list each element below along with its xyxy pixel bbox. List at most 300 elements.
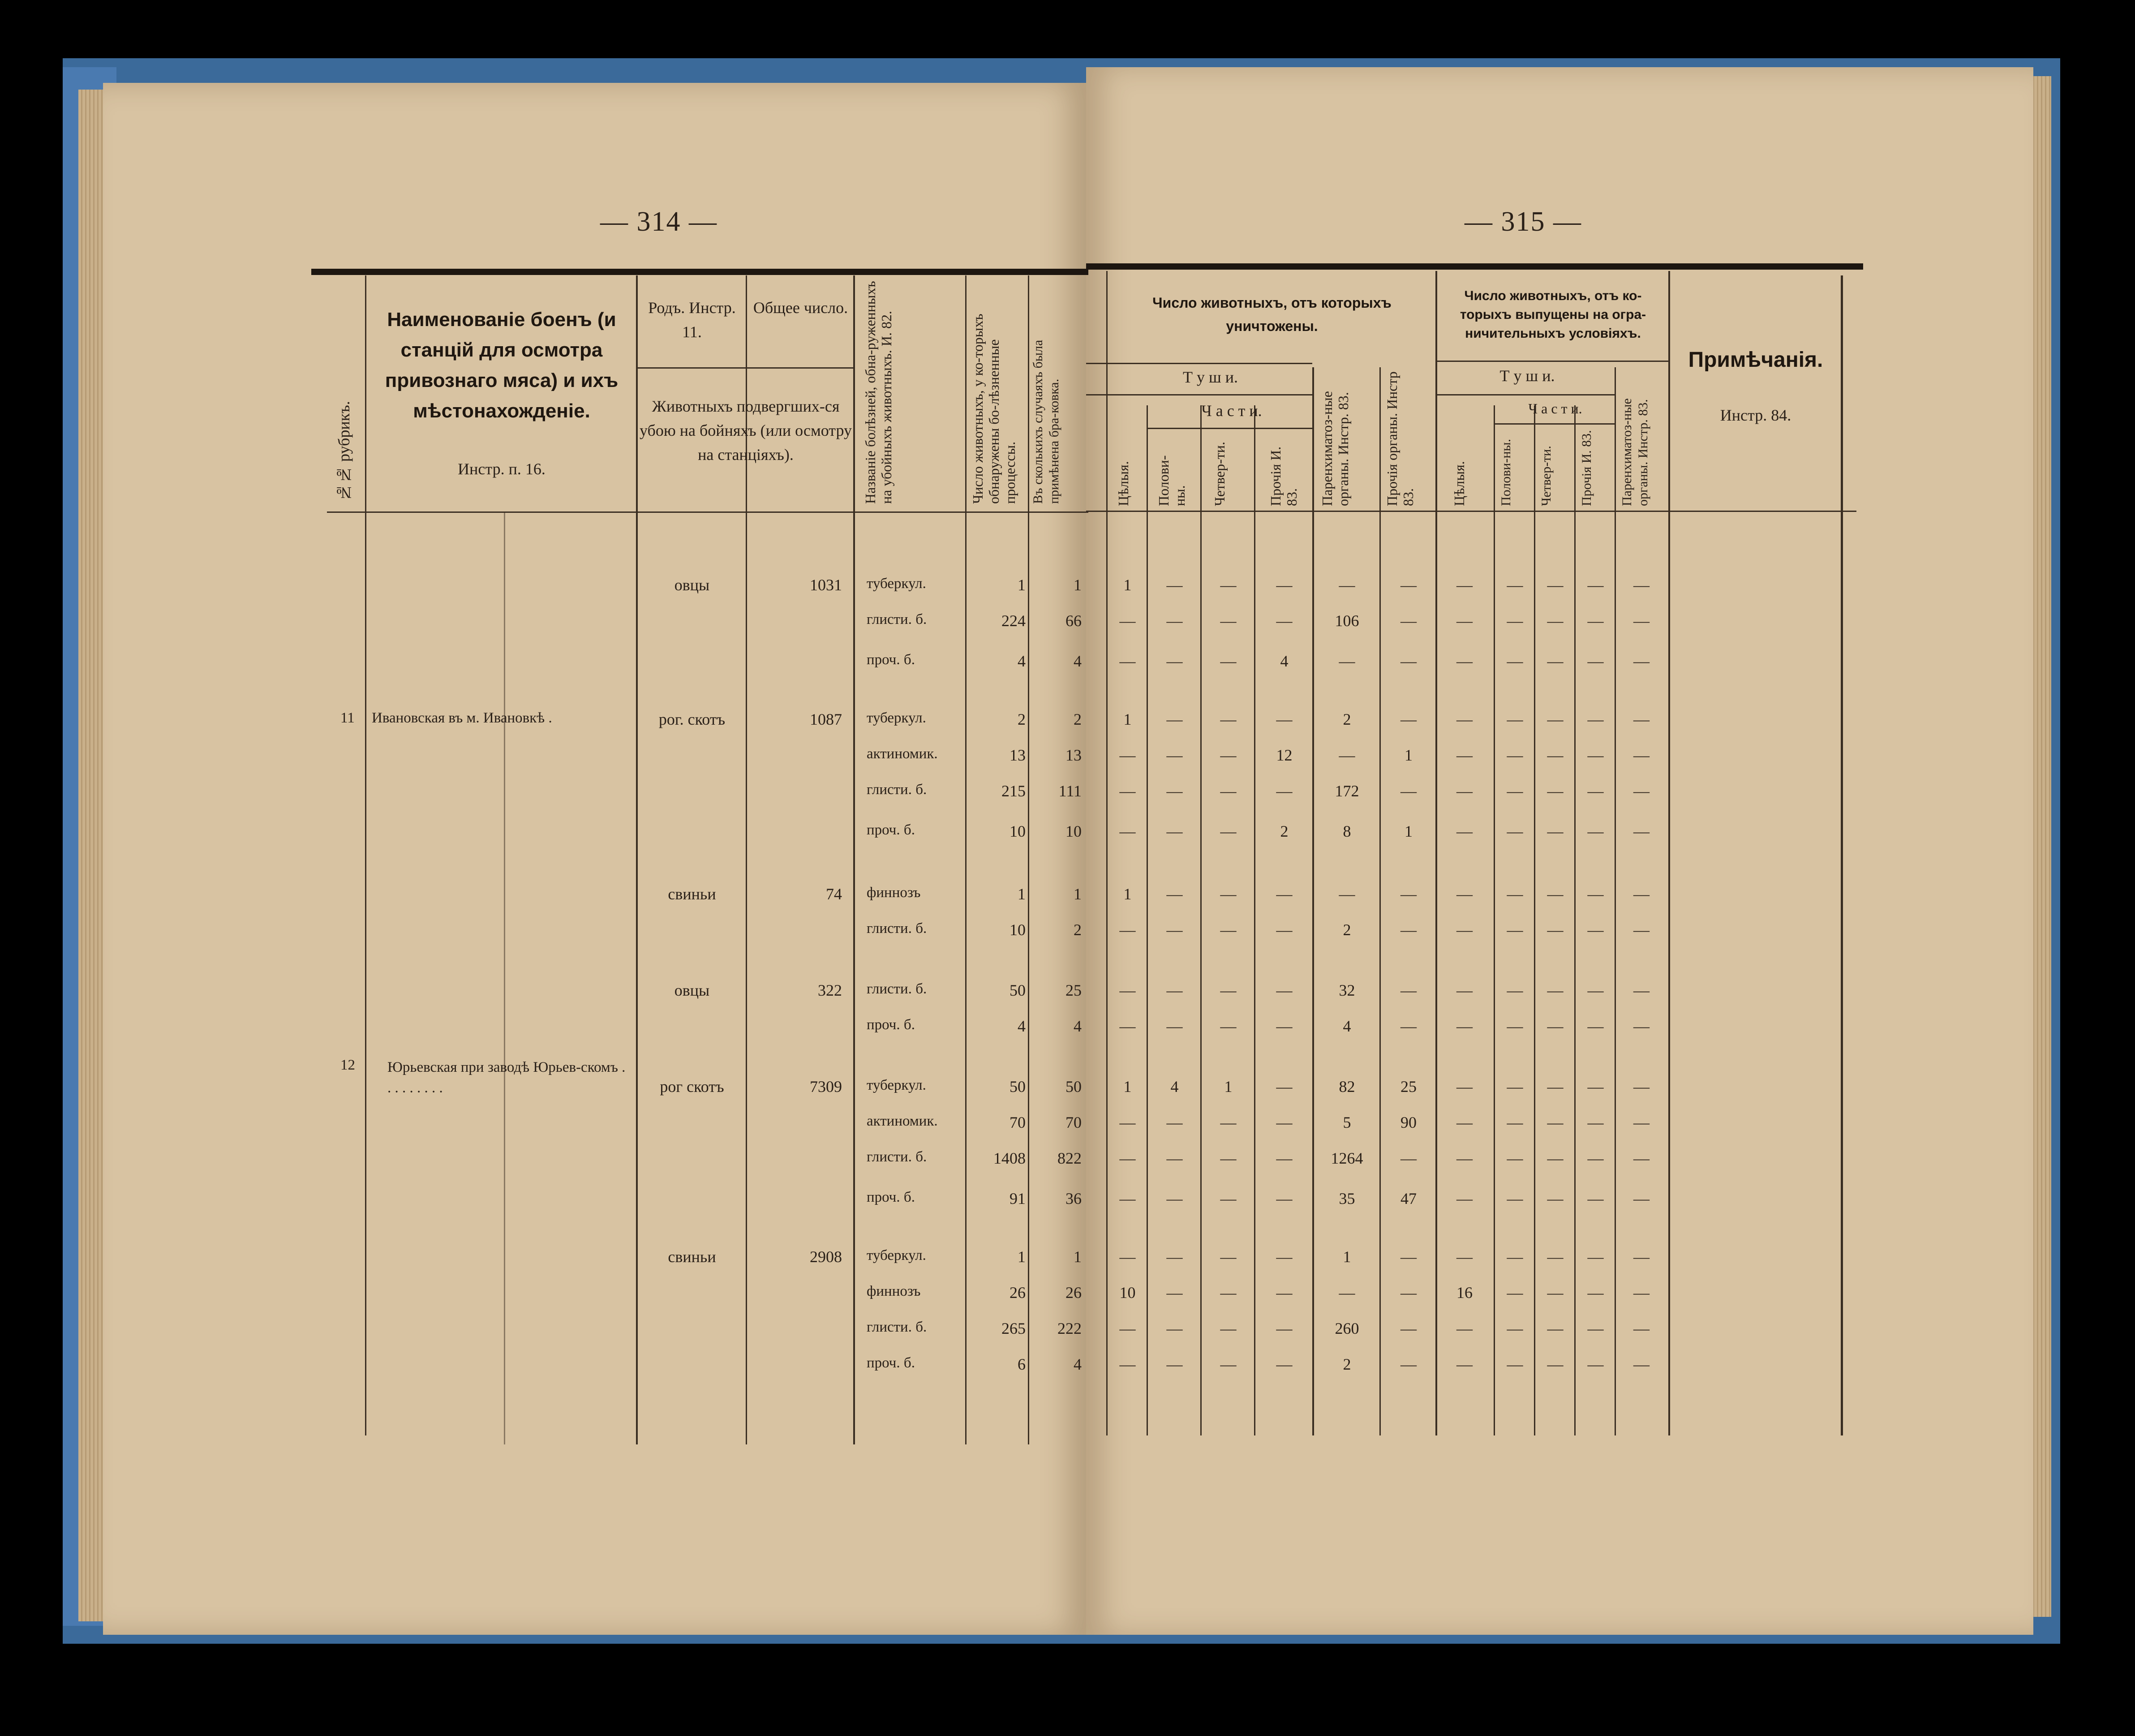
- row-restricted-3: —: [1587, 576, 1604, 594]
- col-line: [1312, 367, 1314, 1435]
- row-restricted-1: —: [1507, 885, 1523, 903]
- row-quarters: 1: [1224, 1078, 1233, 1096]
- row-line: [1494, 423, 1615, 425]
- row-disease: туберкул.: [867, 710, 926, 726]
- row-whole: —: [1119, 822, 1136, 840]
- row-restricted-3: —: [1587, 1113, 1604, 1131]
- row-disease: проч. б.: [867, 1355, 915, 1371]
- header-halves-r: Полови-ны.: [1499, 438, 1513, 506]
- header-notes: Примѣчанія.: [1688, 348, 1823, 372]
- row-count: 10: [1010, 822, 1026, 840]
- row-other-organs: —: [1400, 921, 1417, 939]
- col-line: [504, 513, 505, 1444]
- row-quarters: —: [1220, 1355, 1237, 1373]
- row-cases: 1: [1074, 885, 1082, 903]
- row-other-parts: —: [1276, 1113, 1293, 1131]
- header-carcasses-right: Т у ш и.: [1499, 367, 1555, 385]
- row-quarters: —: [1220, 746, 1237, 764]
- row-whole: —: [1119, 921, 1136, 939]
- row-restricted-1: —: [1507, 921, 1523, 939]
- row-restricted-0: —: [1456, 822, 1473, 840]
- row-halves: —: [1166, 1149, 1183, 1167]
- row-parenchymal: 1264: [1331, 1149, 1363, 1167]
- row-restricted-2: —: [1547, 1190, 1564, 1207]
- row-count: 215: [1001, 782, 1026, 800]
- row-other-parts: 12: [1276, 746, 1293, 764]
- row-disease: глисти. б.: [867, 1319, 927, 1335]
- row-parenchymal: 4: [1343, 1017, 1351, 1035]
- row-restricted-3: —: [1587, 822, 1604, 840]
- header-whole-r: Цѣлыя.: [1451, 461, 1467, 506]
- row-whole: —: [1119, 1355, 1136, 1373]
- row-count: 4: [1018, 652, 1026, 670]
- row-total: 2908: [810, 1248, 842, 1266]
- col-line: [1841, 275, 1843, 1435]
- row-parenchymal: —: [1339, 746, 1355, 764]
- header-parenchymal-r: Паренхиматоз-ные органы. Инстр. 83.: [1620, 398, 1650, 506]
- row-whole: 1: [1123, 885, 1132, 903]
- row-other-parts: —: [1276, 1190, 1293, 1207]
- col-line: [1668, 271, 1670, 1435]
- page-number-right: — 315 —: [1465, 206, 1582, 237]
- row-restricted-2: —: [1547, 1248, 1564, 1266]
- row-restricted-1: —: [1507, 822, 1523, 840]
- row-cases: 4: [1074, 1355, 1082, 1373]
- row-count: 50: [1010, 981, 1026, 999]
- row-disease: актиномик.: [867, 746, 938, 762]
- row-parenchymal: 2: [1343, 1355, 1351, 1373]
- row-other-organs: 47: [1400, 1190, 1417, 1207]
- row-cases: 1: [1074, 576, 1082, 594]
- row-line: [1147, 428, 1312, 429]
- row-restricted-0: —: [1456, 710, 1473, 728]
- row-quarters: —: [1220, 612, 1237, 630]
- row-other-organs: 1: [1405, 822, 1413, 840]
- station-name-12: Юрьевская при заводѣ Юрьев-скомъ . . . . . . . . .: [387, 1059, 626, 1096]
- station-num-11: 11: [340, 710, 355, 726]
- row-halves: —: [1166, 1284, 1183, 1302]
- row-restricted-4: —: [1633, 1017, 1650, 1035]
- row-restricted-2: —: [1547, 822, 1564, 840]
- row-restricted-3: —: [1587, 981, 1604, 999]
- col-line: [1574, 405, 1576, 1435]
- row-disease: проч. б.: [867, 822, 915, 838]
- row-restricted-2: —: [1547, 1078, 1564, 1096]
- row-restricted-0: —: [1456, 1149, 1473, 1167]
- header-restricted: Число животныхъ, отъ ко-торыхъ выпущены на огра-ничительныхъ условіяхъ.: [1460, 288, 1646, 341]
- row-count: 265: [1001, 1319, 1026, 1337]
- row-cases: 222: [1057, 1319, 1082, 1337]
- row-disease: финнозъ: [867, 885, 921, 901]
- row-other-organs: —: [1400, 1017, 1417, 1035]
- row-parenchymal: —: [1339, 652, 1355, 670]
- row-quarters: —: [1220, 1319, 1237, 1337]
- row-parenchymal: 1: [1343, 1248, 1351, 1266]
- row-restricted-2: —: [1547, 1149, 1564, 1167]
- row-kind: свиньи: [668, 1248, 716, 1266]
- row-disease: актиномик.: [867, 1113, 938, 1129]
- row-cases: 1: [1074, 1248, 1082, 1266]
- row-halves: —: [1166, 822, 1183, 840]
- row-restricted-2: —: [1547, 921, 1564, 939]
- row-other-parts: —: [1276, 1078, 1293, 1096]
- row-quarters: —: [1220, 710, 1237, 728]
- row-halves: —: [1166, 1113, 1183, 1131]
- row-other-organs: 1: [1405, 746, 1413, 764]
- station-num-12: 12: [340, 1057, 355, 1073]
- row-restricted-2: —: [1547, 1284, 1564, 1302]
- row-restricted-2: —: [1547, 1319, 1564, 1337]
- row-parenchymal: —: [1339, 1284, 1355, 1302]
- row-count: 70: [1010, 1113, 1026, 1131]
- row-restricted-2: —: [1547, 885, 1564, 903]
- header-rubric: №№ рубрикъ.: [335, 401, 353, 502]
- row-restricted-2: —: [1547, 981, 1564, 999]
- header-rule-left: [327, 511, 1088, 513]
- row-restricted-4: —: [1633, 782, 1650, 800]
- row-halves: —: [1166, 1248, 1183, 1266]
- row-halves: —: [1166, 746, 1183, 764]
- row-quarters: —: [1220, 921, 1237, 939]
- row-disease: глисти. б.: [867, 981, 927, 997]
- row-count: 13: [1010, 746, 1026, 764]
- row-other-organs: —: [1400, 1248, 1417, 1266]
- row-other-parts: —: [1276, 1319, 1293, 1337]
- row-quarters: —: [1220, 576, 1237, 594]
- row-kind: рог скотъ: [660, 1078, 724, 1096]
- row-restricted-4: —: [1633, 981, 1650, 999]
- row-whole: 1: [1123, 576, 1132, 594]
- row-disease: глисти. б.: [867, 611, 927, 627]
- row-other-parts: —: [1276, 1355, 1293, 1373]
- header-count: Число животныхъ, у ко-торыхъ обнаружены бо-лѣзненные процессы.: [970, 314, 1018, 504]
- row-count: 26: [1010, 1284, 1026, 1302]
- col-line: [1379, 367, 1381, 1435]
- row-restricted-0: —: [1456, 1190, 1473, 1207]
- row-restricted-3: —: [1587, 746, 1604, 764]
- row-restricted-0: —: [1456, 1017, 1473, 1035]
- row-whole: —: [1119, 1319, 1136, 1337]
- row-restricted-4: —: [1633, 612, 1650, 630]
- row-restricted-1: —: [1507, 1190, 1523, 1207]
- row-restricted-0: —: [1456, 981, 1473, 999]
- row-halves: —: [1166, 782, 1183, 800]
- header-disease: Названіе болѣзней, обна-руженныхъ на убойныхъ животныхъ. И. 82.: [862, 281, 894, 504]
- row-restricted-3: —: [1587, 1284, 1604, 1302]
- row-quarters: —: [1220, 822, 1237, 840]
- row-whole: 10: [1119, 1284, 1136, 1302]
- row-halves: —: [1166, 885, 1183, 903]
- row-disease: проч. б.: [867, 1189, 915, 1205]
- row-disease: проч. б.: [867, 652, 915, 668]
- row-count: 6: [1018, 1355, 1026, 1373]
- row-disease: туберкул.: [867, 576, 926, 592]
- row-total: 74: [826, 885, 842, 903]
- row-quarters: —: [1220, 782, 1237, 800]
- header-carcasses-left: Т у ш и.: [1183, 368, 1238, 386]
- row-line: [1086, 363, 1312, 364]
- row-cases: 70: [1065, 1113, 1082, 1131]
- header-other-parts: Прочія И. 83.: [1267, 446, 1300, 506]
- row-quarters: —: [1220, 1284, 1237, 1302]
- row-restricted-3: —: [1587, 1078, 1604, 1096]
- row-restricted-4: —: [1633, 1284, 1650, 1302]
- row-halves: —: [1166, 710, 1183, 728]
- row-other-parts: —: [1276, 1149, 1293, 1167]
- row-restricted-2: —: [1547, 1355, 1564, 1373]
- row-restricted-3: —: [1587, 782, 1604, 800]
- col-line: [1534, 405, 1535, 1435]
- header-other-organs: Прочія органы. Инстр 83.: [1384, 371, 1416, 506]
- row-other-organs: —: [1400, 710, 1417, 728]
- row-other-parts: —: [1276, 1248, 1293, 1266]
- row-quarters: —: [1220, 1113, 1237, 1131]
- col-line: [365, 275, 366, 1435]
- header-notes-instr: Инстр. 84.: [1720, 406, 1791, 424]
- row-restricted-3: —: [1587, 885, 1604, 903]
- row-parenchymal: —: [1339, 576, 1355, 594]
- col-line: [1615, 367, 1616, 1435]
- row-other-parts: —: [1276, 612, 1293, 630]
- row-restricted-2: —: [1547, 1017, 1564, 1035]
- col-line: [965, 275, 967, 1444]
- row-cases: 4: [1074, 1017, 1082, 1035]
- row-parenchymal: 82: [1339, 1078, 1355, 1096]
- row-cases: 13: [1065, 746, 1082, 764]
- row-quarters: —: [1220, 885, 1237, 903]
- row-restricted-2: —: [1547, 746, 1564, 764]
- row-restricted-2: —: [1547, 652, 1564, 670]
- row-restricted-2: —: [1547, 782, 1564, 800]
- header-whole: Цѣлыя.: [1115, 461, 1131, 506]
- row-cases: 36: [1065, 1190, 1082, 1207]
- row-whole: —: [1119, 1017, 1136, 1035]
- row-restricted-1: —: [1507, 1149, 1523, 1167]
- row-total: 7309: [810, 1078, 842, 1096]
- row-restricted-4: —: [1633, 576, 1650, 594]
- row-restricted-3: —: [1587, 612, 1604, 630]
- row-count: 224: [1001, 612, 1026, 630]
- row-restricted-4: —: [1633, 1113, 1650, 1131]
- row-restricted-1: —: [1507, 1319, 1523, 1337]
- col-line: [1435, 271, 1437, 1435]
- row-other-parts: —: [1276, 710, 1293, 728]
- row-restricted-3: —: [1587, 921, 1604, 939]
- row-restricted-0: —: [1456, 746, 1473, 764]
- row-restricted-1: —: [1507, 652, 1523, 670]
- row-quarters: —: [1220, 981, 1237, 999]
- row-whole: —: [1119, 746, 1136, 764]
- header-total: Общее число.: [753, 299, 848, 317]
- row-cases: 10: [1065, 822, 1082, 840]
- row-cases: 66: [1065, 612, 1082, 630]
- row-whole: —: [1119, 1113, 1136, 1131]
- row-restricted-2: —: [1547, 576, 1564, 594]
- row-other-organs: —: [1400, 782, 1417, 800]
- row-restricted-4: —: [1633, 921, 1650, 939]
- row-disease: туберкул.: [867, 1247, 926, 1263]
- row-restricted-2: —: [1547, 612, 1564, 630]
- col-line: [1106, 271, 1108, 1435]
- row-quarters: —: [1220, 1149, 1237, 1167]
- row-restricted-3: —: [1587, 652, 1604, 670]
- row-restricted-3: —: [1587, 1190, 1604, 1207]
- row-quarters: —: [1220, 1017, 1237, 1035]
- col-line: [1200, 405, 1202, 1435]
- row-line: [1086, 394, 1312, 395]
- row-restricted-4: —: [1633, 1078, 1650, 1096]
- row-kind: овцы: [674, 576, 710, 594]
- row-restricted-3: —: [1587, 1248, 1604, 1266]
- row-halves: 4: [1170, 1078, 1179, 1096]
- top-rule-left: [311, 269, 1088, 275]
- row-restricted-0: 16: [1456, 1284, 1473, 1302]
- row-line: [1435, 394, 1615, 395]
- header-station-name: Наименованіе боенъ (и станцій для осмотра привознаго мяса) и ихъ мѣстонахожденіе.: [385, 309, 619, 422]
- row-restricted-4: —: [1633, 1248, 1650, 1266]
- header-quarters-r: Четвер-ти.: [1539, 446, 1554, 506]
- row-parenchymal: 2: [1343, 921, 1351, 939]
- row-restricted-4: —: [1633, 1149, 1650, 1167]
- row-whole: —: [1119, 1149, 1136, 1167]
- row-restricted-0: —: [1456, 921, 1473, 939]
- row-restricted-1: —: [1507, 576, 1523, 594]
- row-kind: овцы: [674, 981, 710, 999]
- header-parts-right: Ч а с т и.: [1528, 400, 1582, 417]
- header-halves: Полови-ны.: [1156, 455, 1188, 506]
- row-cases: 111: [1058, 782, 1082, 800]
- row-line: [1435, 361, 1668, 362]
- row-total: 1087: [810, 710, 842, 728]
- row-halves: —: [1166, 1319, 1183, 1337]
- row-disease: проч. б.: [867, 1017, 915, 1033]
- row-parenchymal: 2: [1343, 710, 1351, 728]
- row-whole: 1: [1123, 710, 1132, 728]
- row-restricted-3: —: [1587, 1319, 1604, 1337]
- col-line: [1254, 405, 1255, 1435]
- row-cases: 26: [1065, 1284, 1082, 1302]
- row-count: 50: [1010, 1078, 1026, 1096]
- row-other-organs: —: [1400, 576, 1417, 594]
- row-other-organs: —: [1400, 652, 1417, 670]
- row-whole: —: [1119, 981, 1136, 999]
- row-count: 1: [1018, 1248, 1026, 1266]
- row-kind: свиньи: [668, 885, 716, 903]
- row-restricted-2: —: [1547, 1113, 1564, 1131]
- header-destroyed: Число животныхъ, отъ которыхъ уничтожены.: [1152, 295, 1392, 334]
- row-other-parts: 4: [1280, 652, 1289, 670]
- row-halves: —: [1166, 921, 1183, 939]
- row-restricted-1: —: [1507, 612, 1523, 630]
- row-restricted-0: —: [1456, 1355, 1473, 1373]
- row-restricted-0: —: [1456, 885, 1473, 903]
- row-halves: —: [1166, 652, 1183, 670]
- row-restricted-1: —: [1507, 1078, 1523, 1096]
- row-parenchymal: 260: [1335, 1319, 1359, 1337]
- row-halves: —: [1166, 576, 1183, 594]
- row-halves: —: [1166, 981, 1183, 999]
- header-parenchymal: Паренхиматоз-ные органы. Инстр. 83.: [1319, 391, 1351, 506]
- row-disease: глисти. б.: [867, 782, 927, 798]
- row-restricted-1: —: [1507, 1113, 1523, 1131]
- row-restricted-2: —: [1547, 710, 1564, 728]
- row-count: 2: [1018, 710, 1026, 728]
- row-whole: —: [1119, 612, 1136, 630]
- row-restricted-4: —: [1633, 1355, 1650, 1373]
- row-halves: —: [1166, 612, 1183, 630]
- row-whole: —: [1119, 1190, 1136, 1207]
- header-animals-group: Животныхъ подвергших-ся убою на бойняхъ (или осмотру на станціяхъ).: [640, 397, 852, 464]
- row-disease: глисти. б.: [867, 1149, 927, 1165]
- row-restricted-0: —: [1456, 1113, 1473, 1131]
- header-parts-left: Ч а с т и.: [1201, 402, 1262, 420]
- row-cases: 2: [1074, 921, 1082, 939]
- row-halves: —: [1166, 1190, 1183, 1207]
- row-other-organs: 25: [1400, 1078, 1417, 1096]
- header-rule-right: [1086, 511, 1856, 512]
- header-kind: Родъ. Инстр. 11.: [648, 299, 736, 341]
- row-disease: туберкул.: [867, 1077, 926, 1093]
- col-line: [636, 275, 638, 1444]
- row-parenchymal: 5: [1343, 1113, 1351, 1131]
- col-line: [1147, 405, 1148, 1435]
- row-other-parts: 2: [1280, 822, 1289, 840]
- row-cases: 4: [1074, 652, 1082, 670]
- row-restricted-4: —: [1633, 822, 1650, 840]
- row-kind: рог. скотъ: [658, 710, 726, 728]
- row-restricted-0: —: [1456, 612, 1473, 630]
- row-other-parts: —: [1276, 782, 1293, 800]
- row-parenchymal: 106: [1335, 612, 1359, 630]
- row-whole: 1: [1123, 1078, 1132, 1096]
- row-cases: 25: [1065, 981, 1082, 999]
- station-name-11: Ивановская въ м. Ивановкѣ .: [372, 710, 552, 726]
- row-restricted-4: —: [1633, 885, 1650, 903]
- row-restricted-0: —: [1456, 576, 1473, 594]
- row-other-organs: —: [1400, 1284, 1417, 1302]
- row-other-organs: 90: [1400, 1113, 1417, 1131]
- row-restricted-0: —: [1456, 1248, 1473, 1266]
- col-line: [853, 275, 855, 1444]
- row-parenchymal: 35: [1339, 1190, 1355, 1207]
- row-restricted-3: —: [1587, 1017, 1604, 1035]
- row-restricted-4: —: [1633, 1190, 1650, 1207]
- row-other-organs: —: [1400, 612, 1417, 630]
- row-total: 322: [818, 981, 842, 999]
- row-restricted-3: —: [1587, 1355, 1604, 1373]
- row-count: 10: [1010, 921, 1026, 939]
- row-other-parts: —: [1276, 1017, 1293, 1035]
- row-restricted-1: —: [1507, 782, 1523, 800]
- row-halves: —: [1166, 1017, 1183, 1035]
- row-parenchymal: 8: [1343, 822, 1351, 840]
- row-restricted-3: —: [1587, 710, 1604, 728]
- row-whole: —: [1119, 652, 1136, 670]
- row-restricted-1: —: [1507, 981, 1523, 999]
- row-other-parts: —: [1276, 885, 1293, 903]
- header-other-parts-r: Прочія И. 83.: [1579, 430, 1594, 506]
- row-restricted-0: —: [1456, 782, 1473, 800]
- row-count: 1408: [993, 1149, 1026, 1167]
- row-parenchymal: 32: [1339, 981, 1355, 999]
- row-whole: —: [1119, 782, 1136, 800]
- row-quarters: —: [1220, 1190, 1237, 1207]
- row-other-parts: —: [1276, 981, 1293, 999]
- row-count: 1: [1018, 576, 1026, 594]
- row-total: 1031: [810, 576, 842, 594]
- header-cases: Въ сколькихъ случаяхъ была примѣнена бра-ковка.: [1031, 339, 1061, 504]
- row-other-organs: —: [1400, 885, 1417, 903]
